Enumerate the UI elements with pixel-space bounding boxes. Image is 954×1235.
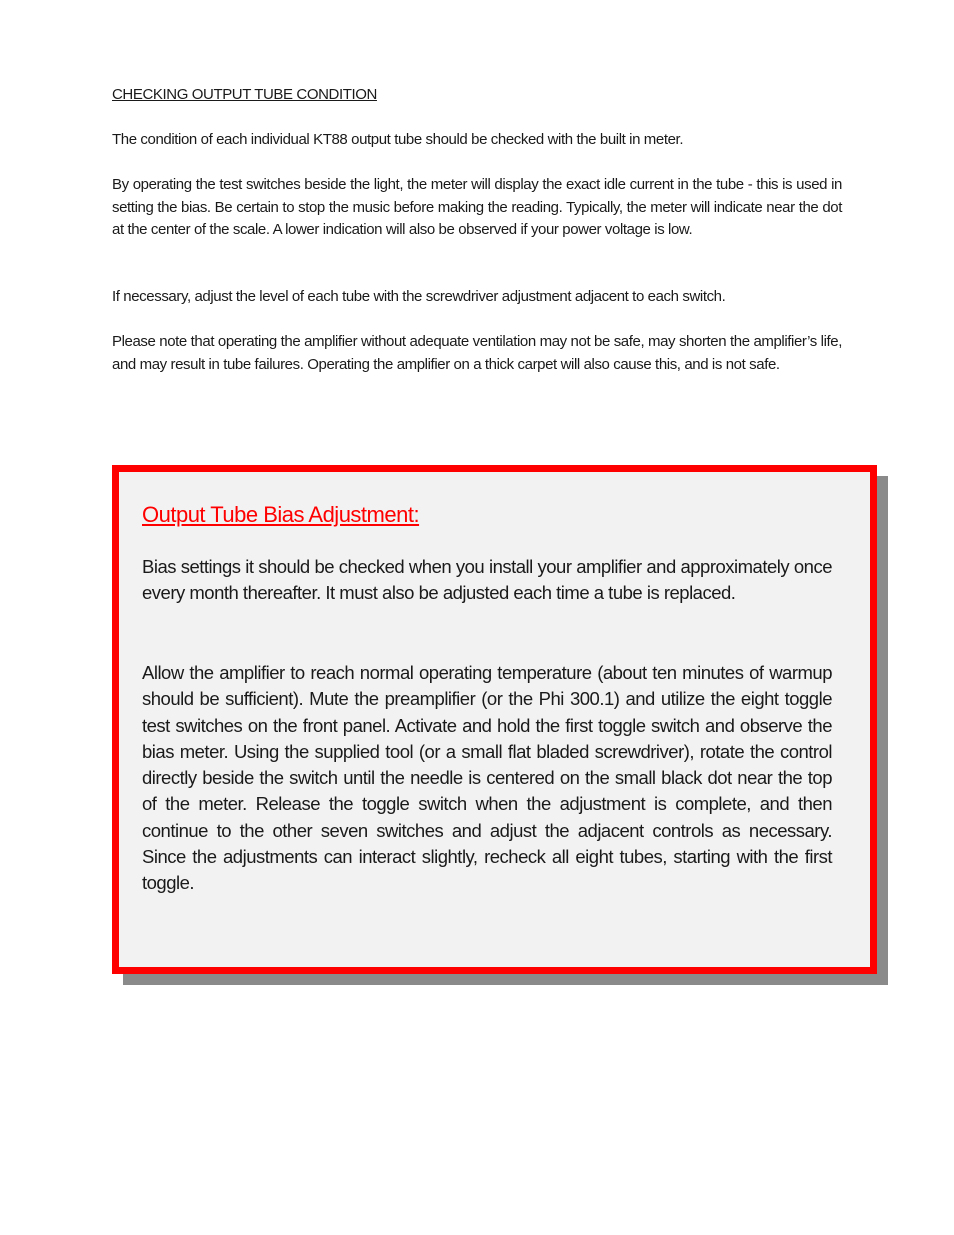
paragraph-tube-condition: The condition of each individual KT88 output tube should be checked with the built in meter. <box>112 131 684 148</box>
paragraph-test-switches: By operating the test switches beside the light, the meter will display the exact idle current in the tube - this is used in setting the bias. Be certain to stop the music before making the reading. Typically, the meter will indicate near the dot at the center of the scale. A lower indication will also be observed if your power voltage is low. <box>112 176 842 238</box>
section-heading: CHECKING OUTPUT TUBE CONDITION <box>112 86 377 103</box>
callout-paragraph-procedure: Allow the amplifier to reach normal operating temperature (about ten minutes of warmup should be sufficient). Mute the preamplifier (or the Phi 300.1) and utilize the eight toggle test switches on the front panel. Activate and hold the first toggle switch and observe the bias meter. Using the supplied tool (or a small flat bladed screwdriver), rotate the control directly beside the switch until the needle is centered on the small black dot near the top of the meter. Release the toggle switch when the adjustment is complete, and then continue to the other seven switches and adjust the adjacent controls as necessary. Since the adjustments can interact slightly, recheck all eight tubes, starting with the first toggle. <box>142 662 832 894</box>
bias-adjustment-callout <box>112 465 877 974</box>
paragraph-adjust-level: If necessary, adjust the level of each tube with the screwdriver adjustment adjacent to each switch. <box>112 288 726 305</box>
paragraph-ventilation-note: Please note that operating the amplifier without adequate ventilation may not be safe, may shorten the amplifier’s life, and may result in tube failures. Operating the amplifier on a thick carpet will also cause this, and is not safe. <box>112 333 842 373</box>
callout-paragraph-schedule: Bias settings it should be checked when you install your amplifier and approximately once every month thereafter. It must also be adjusted each time a tube is replaced. <box>142 556 832 604</box>
callout-title: Output Tube Bias Adjustment: <box>142 502 420 527</box>
